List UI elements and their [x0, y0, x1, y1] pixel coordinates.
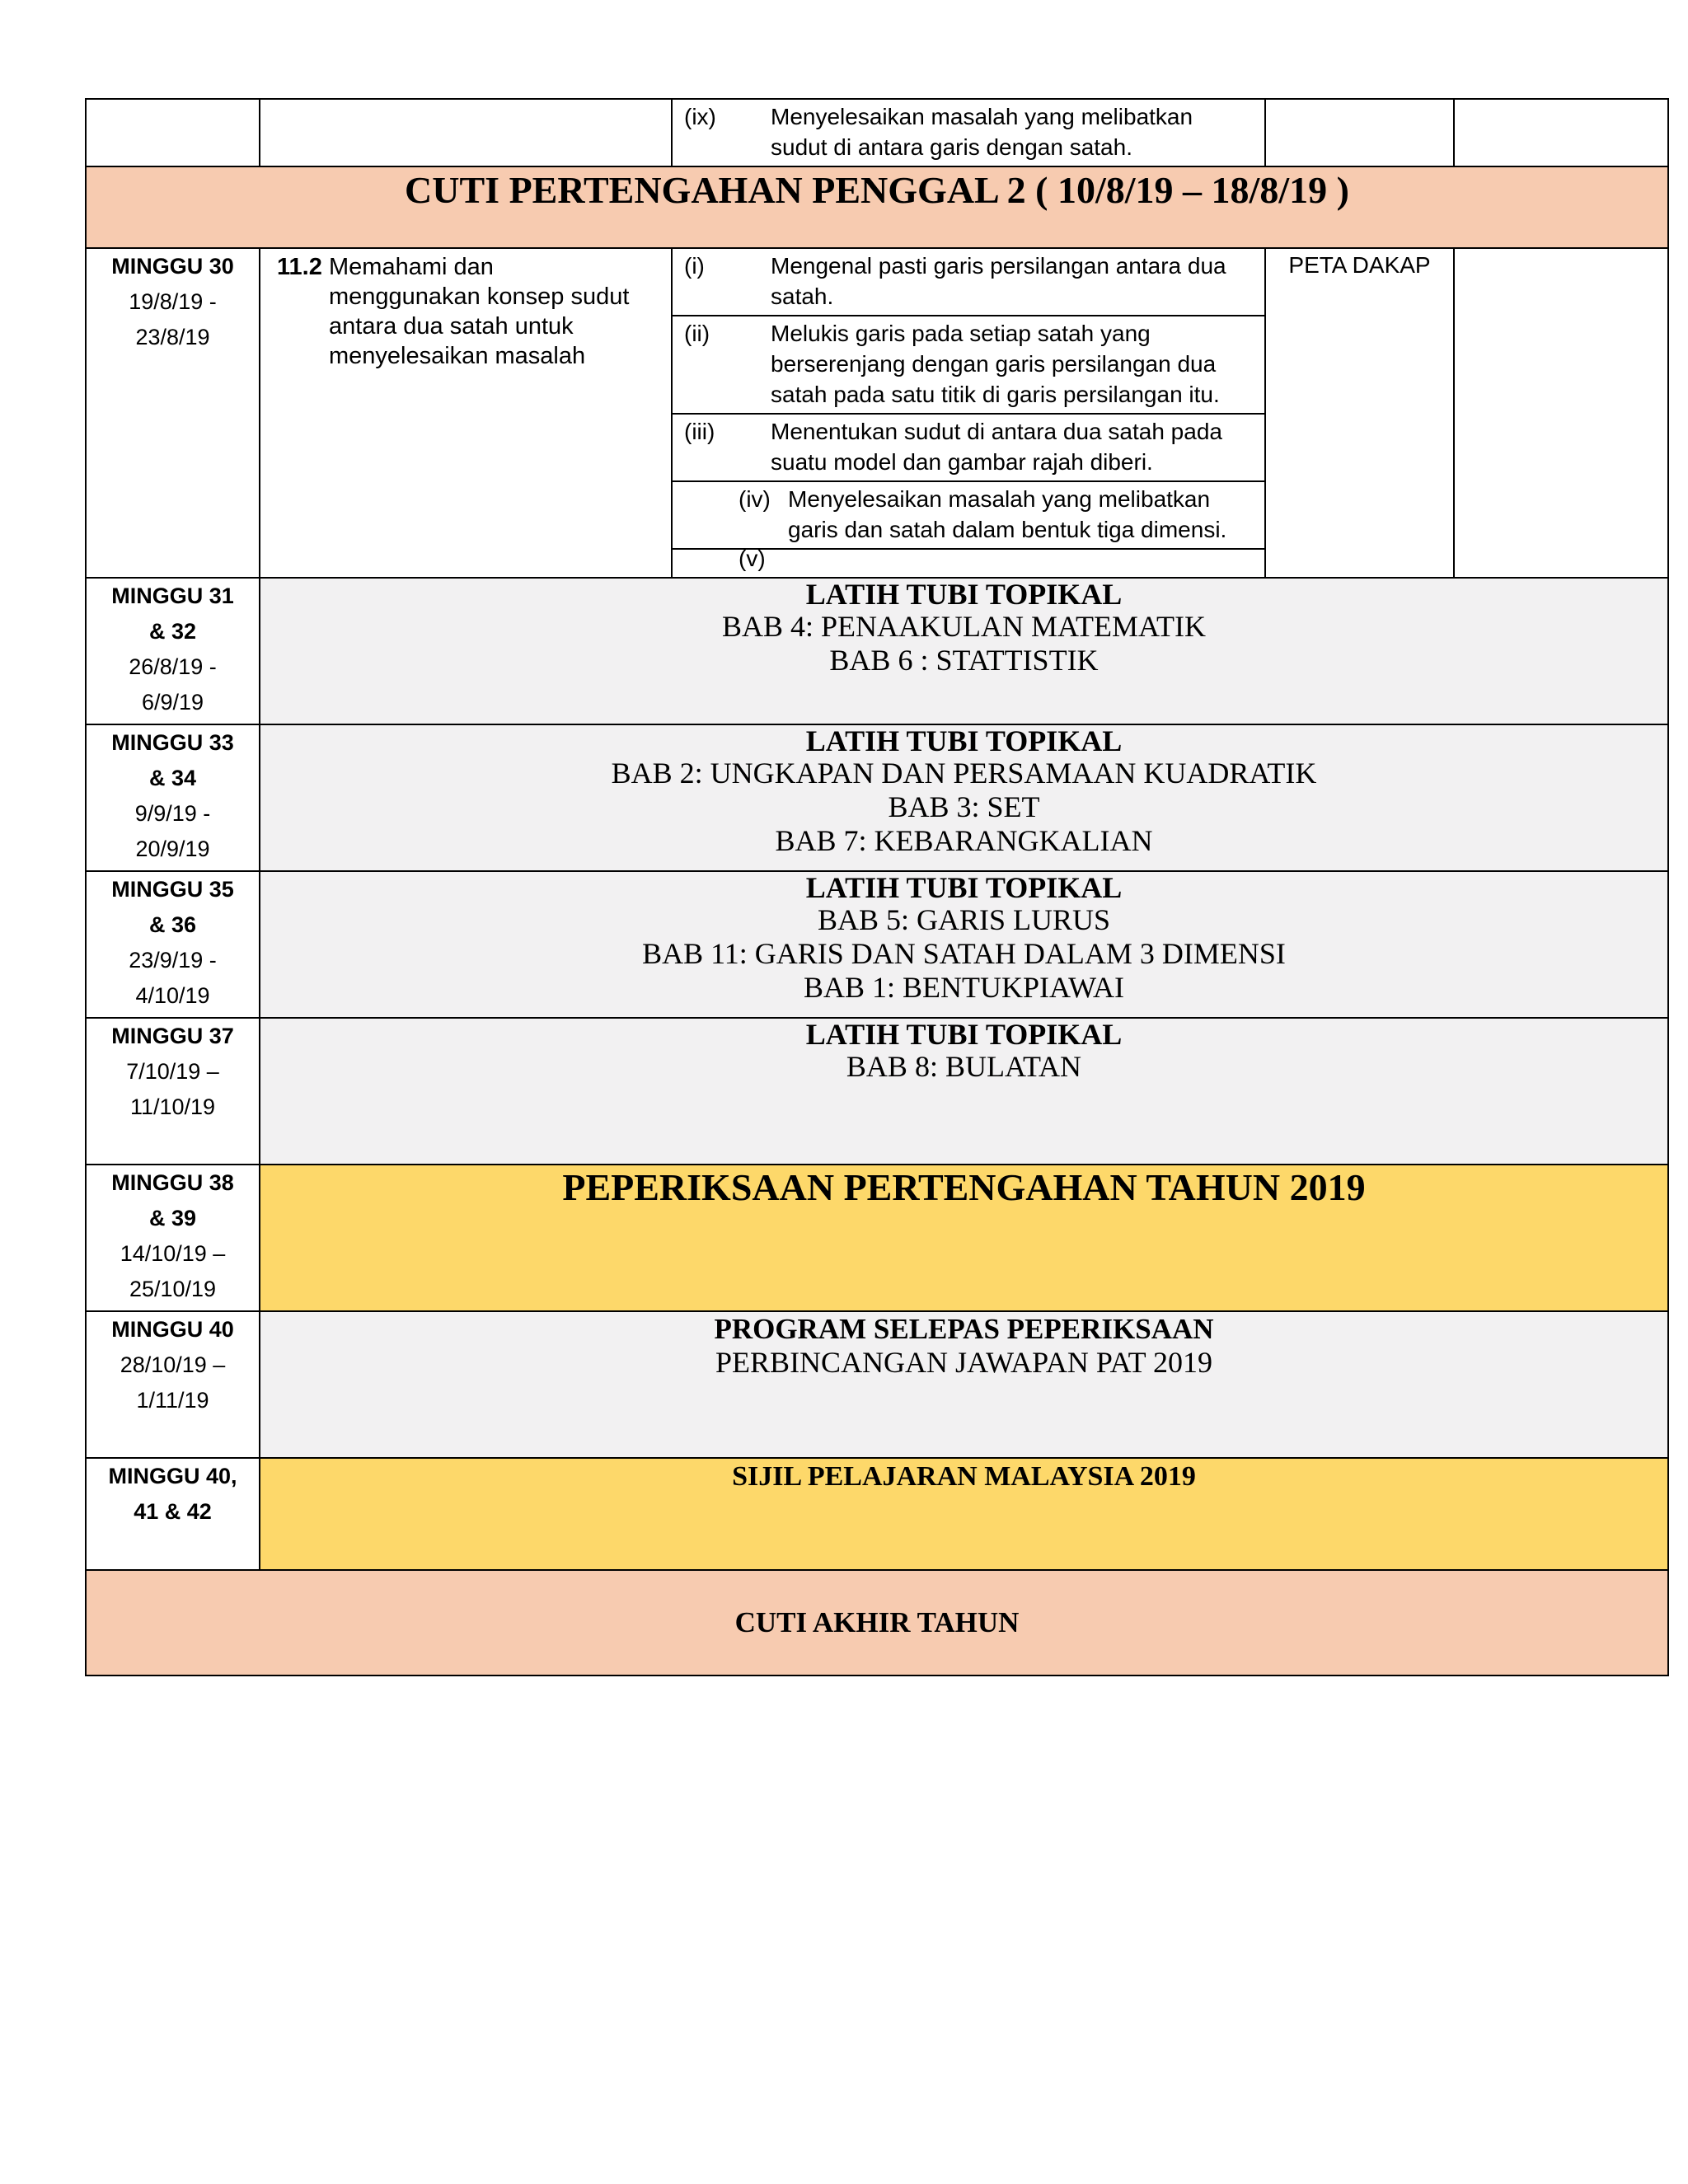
objective-number: (v) — [738, 546, 766, 571]
week-label: MINGGU 40 — [111, 1317, 234, 1342]
year-end-break-banner: CUTI AKHIR TAHUN — [86, 1570, 1668, 1675]
topic-drill-cell — [260, 1018, 1668, 1165]
topic-drill-cell — [260, 871, 1668, 1018]
week-label: & 32 — [148, 619, 197, 644]
week-date: 20/9/19 — [135, 837, 210, 861]
objectives-cell — [672, 248, 1265, 578]
week-date: 14/10/19 – — [120, 1241, 226, 1266]
topic-line: BAB 2: UNGKAPAN DAN PERSAMAAN KUADRATIK — [611, 757, 1317, 790]
objective-item — [673, 482, 1264, 550]
week-label: MINGGU 35 — [111, 877, 234, 902]
week-label: & 36 — [148, 912, 197, 937]
table-row — [86, 1018, 1668, 1165]
week-label: MINGGU 31 — [111, 583, 234, 608]
exam-cell — [260, 1165, 1668, 1311]
week-cell — [86, 578, 260, 724]
objective-item — [673, 100, 1264, 166]
topic-heading: LATIH TUBI TOPIKAL — [805, 871, 1123, 904]
topic-line: BAB 3: SET — [888, 790, 1040, 823]
objective-number: (iii) — [684, 419, 715, 444]
week-date: 11/10/19 — [129, 1094, 216, 1119]
objective-item — [673, 415, 1264, 482]
resource-cell: PETA DAKAP — [1265, 248, 1454, 578]
post-exam-cell — [260, 1311, 1668, 1458]
table-row — [86, 1311, 1668, 1458]
mid-term-break-banner: CUTI PERTENGAHAN PENGGAL 2 ( 10/8/19 – 18/8/19 ) — [86, 166, 1668, 248]
topic-line: BAB 5: GARIS LURUS — [817, 903, 1111, 936]
standard-text: Memahami dan menggunakan konsep sudut antara dua satah untuk menyelesaikan masalah — [329, 254, 630, 369]
table-row — [86, 166, 1668, 248]
week-cell — [86, 724, 260, 871]
schedule-table — [85, 98, 1669, 1676]
week-date: 23/9/19 - — [129, 948, 217, 972]
table-row — [86, 1458, 1668, 1570]
topic-line: BAB 8: BULATAN — [846, 1050, 1082, 1083]
objective-item — [673, 541, 1264, 577]
week-label: MINGGU 40, — [108, 1464, 237, 1488]
topic-line: BAB 7: KEBARANGKALIAN — [775, 824, 1153, 857]
topic-heading: LATIH TUBI TOPIKAL — [805, 724, 1123, 757]
objective-text — [788, 543, 1264, 574]
week-date: 4/10/19 — [135, 983, 210, 1008]
table-row — [86, 1570, 1668, 1675]
objective-text: Menyelesaikan masalah yang melibatkan garis dan satah dalam bentuk tiga dimensi. — [788, 486, 1227, 542]
topic-drill-cell — [260, 578, 1668, 724]
post-exam-line: PERBINCANGAN JAWAPAN PAT 2019 — [715, 1346, 1212, 1379]
topic-heading: LATIH TUBI TOPIKAL — [805, 578, 1123, 611]
week-label: MINGGU 38 — [111, 1170, 234, 1195]
topic-line: BAB 11: GARIS DAN SATAH DALAM 3 DIMENSI — [642, 937, 1286, 970]
week-date: 26/8/19 - — [129, 654, 217, 679]
week-date: 19/8/19 - — [129, 289, 217, 314]
topic-drill-cell — [260, 724, 1668, 871]
week-date: 25/10/19 — [129, 1277, 217, 1301]
week-label: MINGGU 37 — [111, 1024, 234, 1048]
topic-line: BAB 1: BENTUKPIAWAI — [803, 971, 1125, 1004]
objective-item — [673, 316, 1264, 415]
week-label: MINGGU 30 — [111, 254, 234, 279]
week-cell — [86, 1165, 260, 1311]
objective-number: (ii) — [684, 321, 710, 346]
week-date: 9/9/19 - — [134, 801, 211, 826]
post-exam-heading: PROGRAM SELEPAS PEPERIKSAAN — [714, 1313, 1214, 1345]
objective-number: (i) — [684, 253, 705, 279]
objective-number: (iv) — [738, 486, 771, 512]
table-row — [86, 871, 1668, 1018]
week-date: 6/9/19 — [141, 690, 204, 715]
objective-text: Melukis garis pada setiap satah yang berserenjang dengan garis persilangan dua satah pada satu titik di garis persilangan itu. — [771, 321, 1220, 407]
objective-text: Menyelesaikan masalah yang melibatkan sudut di antara garis dengan satah. — [771, 104, 1193, 160]
table-row — [86, 99, 1668, 166]
objective-text: Mengenal pasti garis persilangan antara dua satah. — [771, 253, 1226, 309]
week-label: & 34 — [148, 766, 197, 790]
objective-text: Menentukan sudut di antara dua satah pada suatu model dan gambar rajah diberi. — [771, 419, 1222, 475]
week-date: 23/8/19 — [135, 325, 210, 349]
week-cell — [86, 248, 260, 578]
table-row — [86, 578, 1668, 724]
learning-standard-cell — [260, 248, 672, 578]
spm-title: SIJIL PELAJARAN MALAYSIA 2019 — [732, 1461, 1196, 1492]
week-date: 28/10/19 – — [120, 1352, 226, 1377]
exam-title: PEPERIKSAAN PERTENGAHAN TAHUN 2019 — [562, 1166, 1366, 1208]
topic-heading: LATIH TUBI TOPIKAL — [805, 1018, 1123, 1051]
week-label: MINGGU 33 — [111, 730, 234, 755]
week-cell — [86, 1458, 260, 1570]
week-label: 41 & 42 — [134, 1499, 212, 1524]
week-cell — [86, 1311, 260, 1458]
topic-line: BAB 4: PENAAKULAN MATEMATIK — [721, 610, 1206, 643]
week-date: 7/10/19 – — [126, 1059, 219, 1084]
table-row — [86, 724, 1668, 871]
topic-line: BAB 6 : STATTISTIK — [829, 644, 1099, 677]
objective-item — [673, 249, 1264, 316]
week-cell — [86, 871, 260, 1018]
week-label: & 39 — [148, 1206, 197, 1230]
spm-cell — [260, 1458, 1668, 1570]
standard-number: 11.2 — [277, 254, 322, 280]
week-date: 1/11/19 — [136, 1388, 209, 1413]
table-row — [86, 1165, 1668, 1311]
objective-number: (ix) — [684, 104, 716, 129]
week-cell — [86, 1018, 260, 1165]
table-row — [86, 248, 1668, 578]
